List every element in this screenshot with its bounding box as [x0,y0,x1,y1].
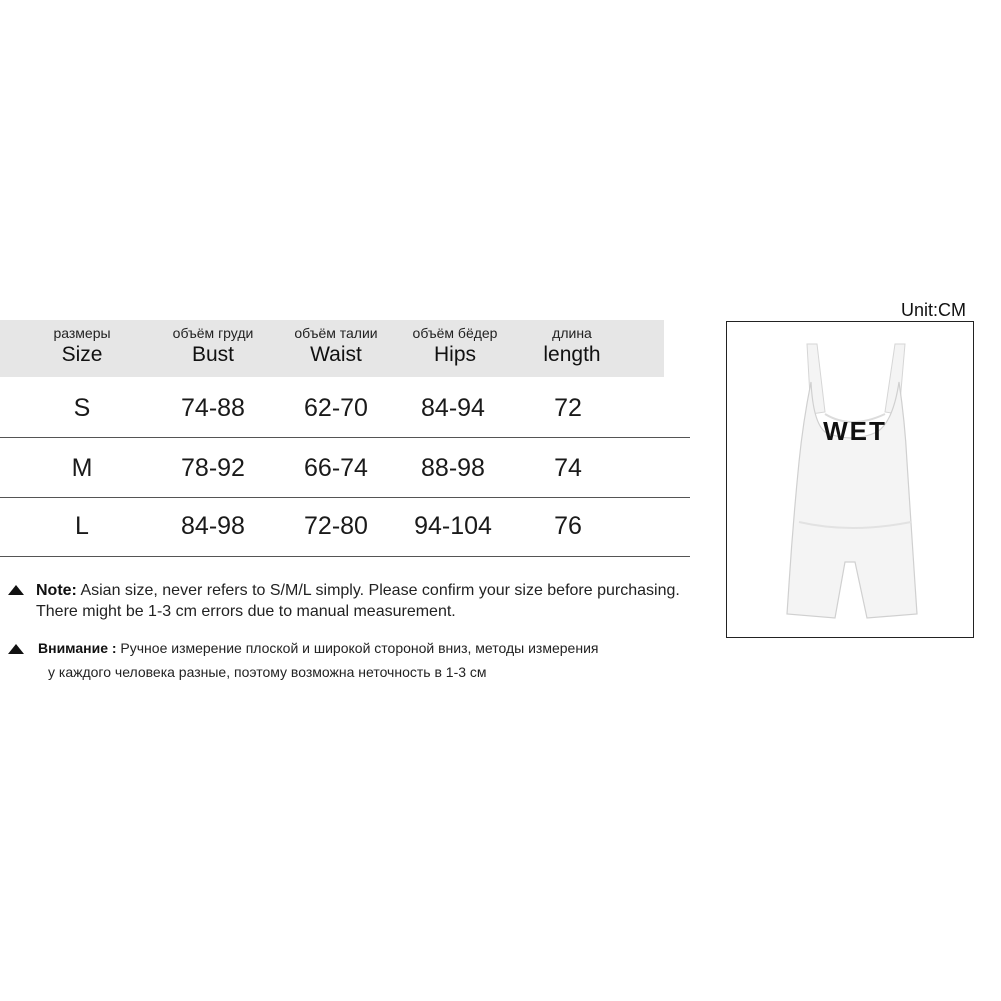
row-divider [0,497,690,498]
table-cell: 74 [554,454,582,482]
header-waist [283,325,389,367]
print-text: WET [823,416,887,446]
note-ru-line2: у каждого человека разные, поэтому возможна неточность в 1-3 см [48,664,487,680]
table-cell: 94-104 [414,512,492,540]
header-ru-label: длина [552,325,592,341]
header-size [40,325,124,367]
note-ru-text [38,636,698,684]
header-en-label: Size [61,343,103,366]
header-hips [402,325,508,367]
table-cell: 72 [554,394,582,422]
header-ru-label: объём бёдер [412,325,498,341]
table-cell: 72-80 [304,512,368,540]
row-divider [0,556,690,557]
note-ru-line1: Ручное измерение плоской и широкой стороной вниз, методы измерения [120,640,599,656]
header-ru-label: объём талии [294,325,378,341]
table-cell: 84-98 [181,512,245,540]
header-en-label: Bust [191,343,235,366]
header-en-label: Waist [310,343,362,366]
header-bust [160,325,266,367]
product-photo [726,321,974,638]
table-cell: 76 [554,512,582,540]
table-cell: 84-94 [421,394,485,422]
table-cell: 66-74 [304,454,368,482]
warning-triangle-icon [8,585,24,595]
header-en-label: length [543,343,601,366]
table-cell: 74-88 [181,394,245,422]
header-length [530,325,614,367]
note-en-body: Asian size, never refers to S/M/L simply. Please confirm your size before purchasing. There might be 1-3 cm errors due to manual measurement. [36,582,680,620]
table-cell: S [73,394,91,422]
table-header-row [0,320,664,377]
header-en-label: Hips [433,343,476,366]
romper-illustration [727,322,973,637]
unit-label: Unit:CM [901,300,967,320]
table-cell: 62-70 [304,394,368,422]
row-divider [0,437,690,438]
table-cell: L [75,512,89,540]
note-en-label: Note: [36,582,77,599]
table-cell: 78-92 [181,454,245,482]
note-en-text [36,580,696,622]
warning-triangle-icon [8,644,24,654]
table-cell: 88-98 [421,454,485,482]
note-ru-label: Внимание : [38,640,117,656]
table-cell: M [71,454,93,482]
header-ru-label: размеры [53,325,111,341]
header-ru-label: объём груди [172,325,254,341]
